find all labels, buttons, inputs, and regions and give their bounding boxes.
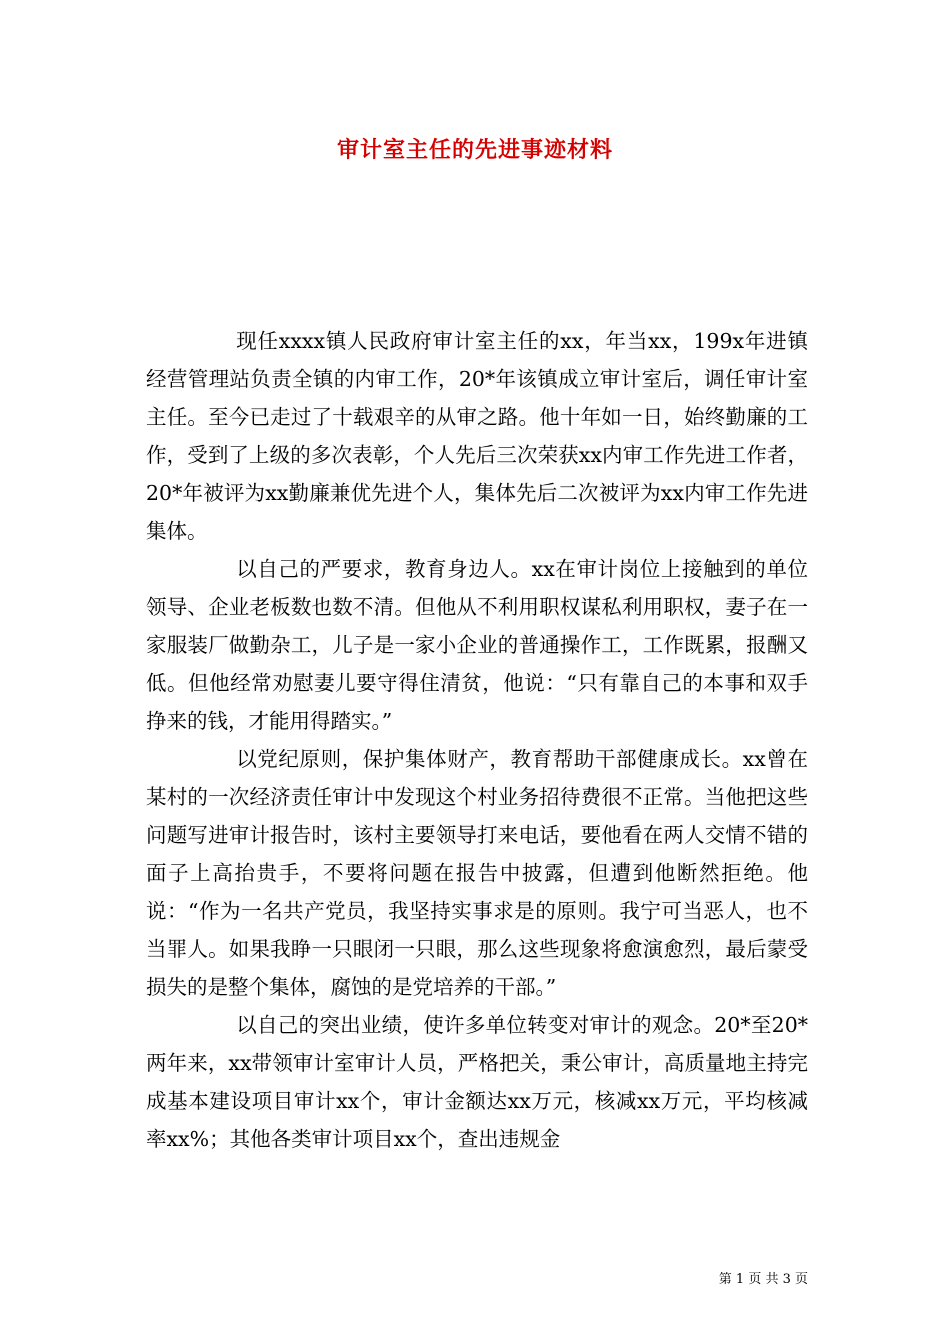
paragraph-party-principle: 以党纪原则，保护集体财产，教育帮助干部健康成长。xx曾在某村的一次经济责任审计中发现这个村业务招待费很不正常。当他把这些问题写进审计报告时，该村主要领导打来电话，要他看在两人交情不错的面子上高抬贵手，不要将问题在报告中披露，但遭到他断然拒绝。他说：“作为一名共产党员，我坚持实事求是的原则。我宁可当恶人，也不当罪人。如果我睁一只眼闭一只眼，那么这些现象将愈演愈烈，最后蒙受损失的是整个集体，腐蚀的是党培养的干部。” — [146, 747, 808, 999]
paragraph-intro: 现任xxxx镇人民政府审计室主任的xx，年当xx，199x年进镇经营管理站负责全镇的内审工作，20*年该镇成立审计室后，调任审计室主任。至今已走过了十载艰辛的从审之路。他十年如一日，始终勤廉的工作，受到了上级的多次表彰，个人先后三次荣获xx内审工作先进工作者，20*年被评为xx勤廉兼优先进个人，集体先后二次被评为xx内审工作先进集体。 — [146, 329, 808, 543]
document-title: 审计室主任的先进事迹材料 — [336, 137, 613, 163]
paragraph-self-discipline: 以自己的严要求，教育身边人。xx在审计岗位上接触到的单位领导、企业老板数也数不清。但他从不利用职权谋私利用职权，妻子在一家服装厂做勤杂工，儿子是一家小企业的普通操作工，工作既累，报酬又低。但他经常劝慰妻儿要守得住清贫，他说：“只有靠自己的本事和双手挣来的钱，才能用得踏实。” — [146, 557, 808, 733]
paragraph-achievements: 以自己的突出业绩，使许多单位转变对审计的观念。20*至20*两年来，xx带领审计室审计人员，严格把关，秉公审计，高质量地主持完成基本建设项目审计xx个，审计金额达xx万元，核减xx万元，平均核减率xx%；其他各类审计项目xx个，查出违规金 — [146, 1013, 808, 1151]
document-body — [146, 322, 808, 1158]
page-number: 第 1 页 共 3 页 — [718, 1272, 808, 1287]
